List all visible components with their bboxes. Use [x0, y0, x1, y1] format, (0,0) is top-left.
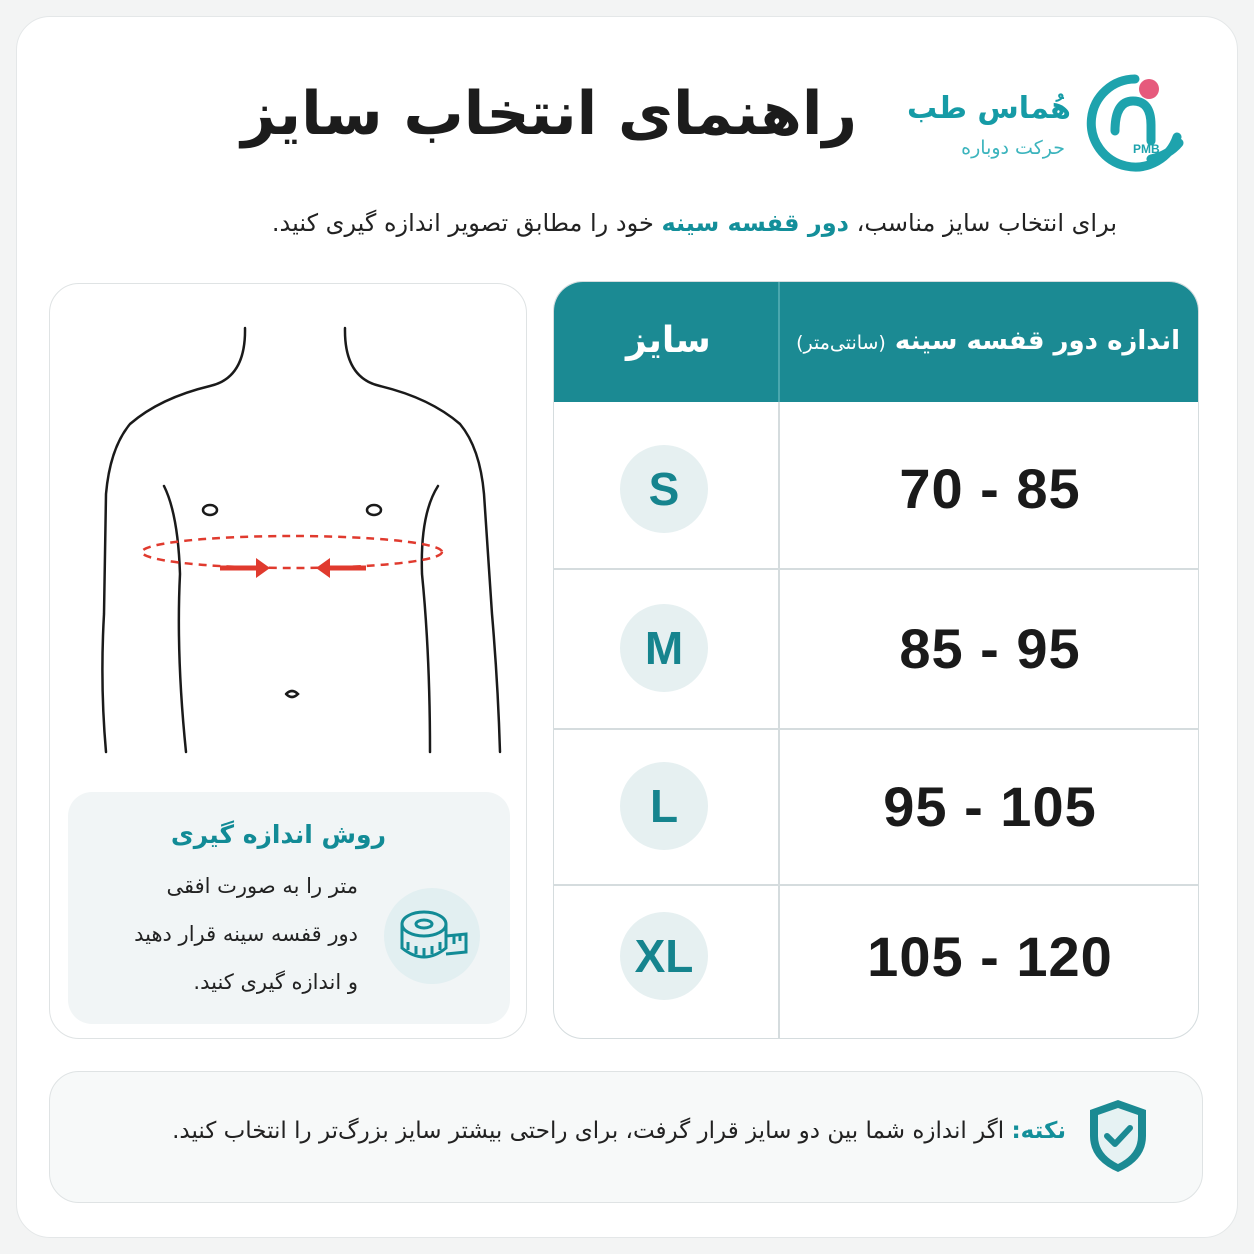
note-label: نکته:	[1011, 1118, 1066, 1144]
method-line-3: و اندازه گیری کنید.	[193, 970, 358, 994]
torso-illustration	[100, 324, 520, 754]
body-illustration-panel	[49, 283, 527, 1039]
range-m: 85 - 95	[899, 617, 1081, 680]
brand-logo-text: PMB	[1133, 142, 1160, 156]
note-body: اگر اندازه شما بین دو سایز قرار گرفت، برای راحتی بیشتر سایز بزرگ‌تر را انتخاب کنید.	[172, 1118, 1012, 1144]
method-line-2: دور قفسه سینه قرار دهید	[134, 922, 358, 946]
intro-highlight: دور قفسه سینه	[661, 209, 849, 237]
table-header	[554, 282, 1198, 402]
measuring-tape-icon	[384, 888, 480, 984]
size-badge-l: L	[620, 762, 708, 850]
header-measure	[796, 326, 1180, 356]
header-size: سایز	[626, 320, 711, 361]
header-unit: (سانتی‌متر)	[796, 332, 886, 354]
intro-after: خود را مطابق تصویر اندازه گیری کنید.	[271, 209, 662, 237]
intro-before: برای انتخاب سایز مناسب،	[848, 209, 1117, 237]
header-column-divider	[778, 282, 780, 402]
range-xl: 105 - 120	[867, 925, 1113, 988]
size-table	[553, 281, 1199, 1039]
note-bar	[49, 1071, 1203, 1203]
method-title: روش اندازه گیری	[170, 820, 386, 849]
page-title: راهنمای انتخاب سایز	[241, 79, 857, 149]
shield-check-icon	[1086, 1096, 1150, 1176]
size-badge-xl: XL	[620, 912, 708, 1000]
method-line-1: متر را به صورت افقی	[166, 874, 358, 898]
intro-text	[272, 209, 1117, 237]
brand-logo-icon	[1085, 71, 1185, 175]
row-divider	[554, 728, 1198, 730]
size-badge-s: S	[620, 445, 708, 533]
measurement-method-box	[68, 792, 510, 1024]
size-guide-card	[16, 16, 1238, 1238]
row-divider	[554, 884, 1198, 886]
range-l: 95 - 105	[883, 775, 1097, 838]
range-s: 70 - 85	[899, 457, 1081, 520]
brand-tagline: حرکت دوباره	[961, 137, 1065, 159]
brand-name: هُماس طب	[906, 91, 1071, 126]
size-badge-m: M	[620, 604, 708, 692]
note-text	[172, 1118, 1066, 1144]
brand	[885, 71, 1185, 181]
header-measure-label: اندازه دور قفسه سینه	[894, 326, 1180, 356]
row-divider	[554, 568, 1198, 570]
